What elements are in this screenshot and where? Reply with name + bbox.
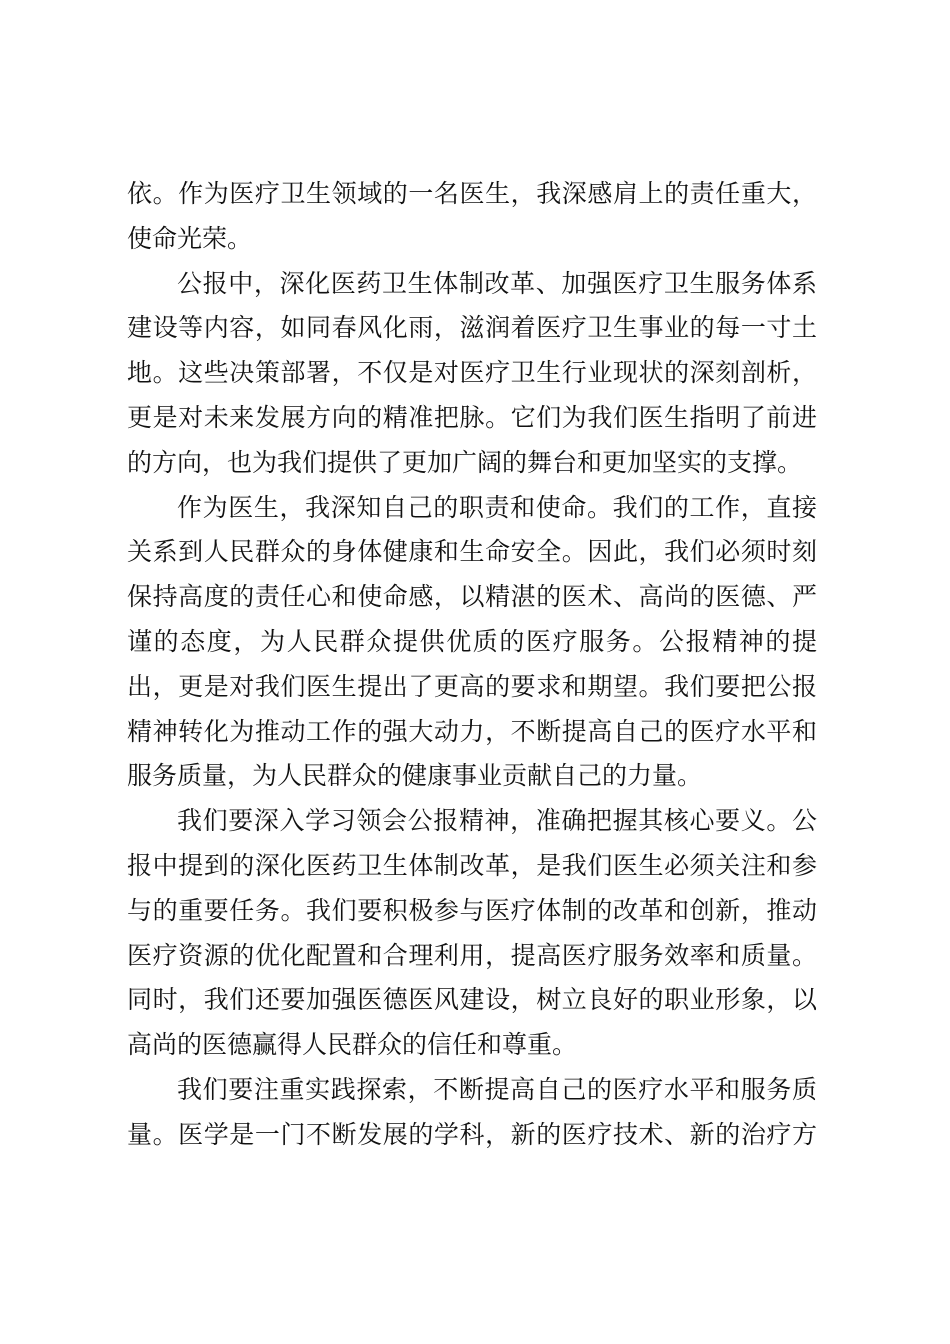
paragraph	[127, 1068, 817, 1158]
text-line: 关系到人民群众的身体健康和生命安全。因此，我们必须时刻	[127, 537, 817, 567]
text-line: 报中提到的深化医药卫生体制改革，是我们医生必须关注和参	[127, 850, 817, 880]
text-line: 地。这些决策部署，不仅是对医疗卫生行业现状的深刻剖析，	[127, 358, 817, 388]
text-line: 与的重要任务。我们要积极参与医疗体制的改革和创新，推动	[127, 895, 817, 925]
text-line: 依。作为医疗卫生领域的一名医生，我深感肩上的责任重大，	[127, 179, 817, 208]
text-line: 出，更是对我们医生提出了更高的要求和期望。我们要把公报	[127, 671, 817, 701]
text-line: 公报中，深化医药卫生体制改革、加强医疗卫生服务体系	[177, 268, 817, 298]
text-line: 我们要注重实践探索，不断提高自己的医疗水平和服务质	[177, 1074, 817, 1104]
text-line: 我们要深入学习领会公报精神，准确把握其核心要义。公	[177, 806, 817, 836]
text-line: 谨的态度，为人民群众提供优质的医疗服务。公报精神的提	[127, 626, 817, 656]
text-line: 建设等内容，如同春风化雨，滋润着医疗卫生事业的每一寸土	[127, 313, 817, 343]
paragraph	[127, 799, 817, 1068]
text-line: 医疗资源的优化配置和合理利用，提高医疗服务效率和质量。	[127, 940, 817, 970]
text-line: 高尚的医德赢得人民群众的信任和尊重。	[127, 1030, 578, 1060]
text-line: 服务质量，为人民群众的健康事业贡献自己的力量。	[127, 761, 703, 791]
text-line: 的方向，也为我们提供了更加广阔的舞台和更加坚实的支撑。	[127, 447, 803, 477]
text-line: 使命光荣。	[127, 223, 253, 253]
paragraph	[127, 262, 817, 486]
text-line: 保持高度的责任心和使命感，以精湛的医术、高尚的医德、严	[127, 582, 817, 612]
paragraph	[127, 486, 817, 800]
text-line: 同时，我们还要加强医德医风建设，树立良好的职业形象，以	[127, 985, 817, 1015]
text-line: 量。医学是一门不断发展的学科，新的医疗技术、新的治疗方	[127, 1119, 817, 1149]
text-line: 精神转化为推动工作的强大动力，不断提高自己的医疗水平和	[127, 716, 817, 746]
text-line: 作为医生，我深知自己的职责和使命。我们的工作，直接	[177, 492, 817, 522]
paragraph	[127, 172, 817, 262]
document-body	[127, 172, 817, 1158]
text-line: 更是对未来发展方向的精准把脉。它们为我们医生指明了前进	[127, 402, 817, 432]
